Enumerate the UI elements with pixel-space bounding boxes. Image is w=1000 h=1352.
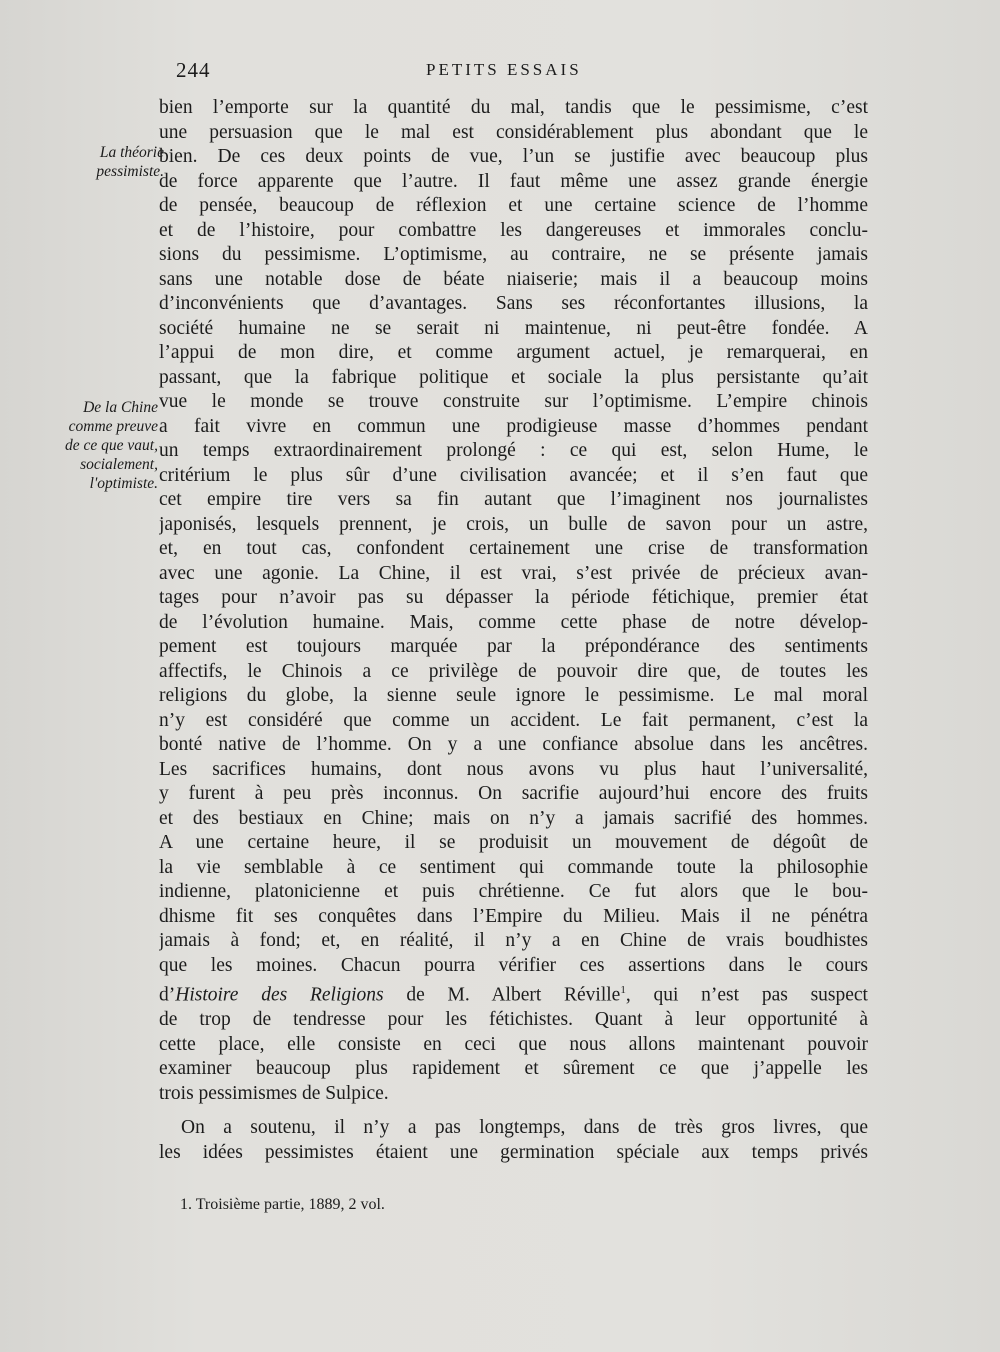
body-text [159, 96, 868, 1165]
text-line: bien. De ces deux points de vue, l’un se justifie avec beaucoup plus [159, 146, 868, 167]
text-line: religions du globe, la sienne seule ignore le pessimisme. Le mal moral [159, 685, 868, 706]
text-line: dhisme fit ses conquêtes dans l’Empire du Milieu. Mais il ne pénétra [159, 905, 868, 927]
text-line: jamais à fond; et, en réalité, il n’y a en Chine de vrais boudhistes [159, 930, 868, 951]
text-line: que les moines. Chacun pourra vérifier ces assertions dans le cours [159, 954, 868, 976]
text-line: avec une agonie. La Chine, il est vrai, s’est privée de précieux avan- [159, 562, 868, 584]
text-line: pement est toujours marquée par la prépondérance des sentiments [159, 636, 868, 657]
text-line: On a soutenu, il n’y a pas longtemps, dans de très gros livres, que [181, 1117, 868, 1138]
text-line: de l’évolution humaine. Mais, comme cette phase de notre dévelop- [159, 611, 868, 633]
margin-note-line: de ce que vaut, [65, 437, 158, 454]
text-line: a fait vivre en commun une prodigieuse masse d’hommes pendant [159, 415, 868, 437]
text-line: de trop de tendresse pour les fétichistes. Quant à leur opportunité à [159, 1009, 868, 1030]
text-line: une persuasion que le mal est considérablement plus abondant que le [159, 121, 868, 143]
text-line: japonisés, lesquels prennent, je crois, un bulle de savon pour un astre, [159, 513, 868, 535]
book-title: Histoire des Religions [175, 984, 384, 1006]
text-line: vue le monde se trouve construite sur l’optimisme. L’empire chinois [159, 391, 868, 412]
text-line: critérium le plus sûr d’une civilisation avancée; et il s’en faut que [159, 464, 868, 486]
text-line: affectifs, le Chinois a ce privilège de pouvoir dire que, de toutes les [159, 660, 868, 682]
text-line: la vie semblable à ce sentiment qui commande toute la philosophie [159, 856, 868, 878]
margin-note-line: l'optimiste. [89, 475, 158, 492]
text-line: de force apparente que l’autre. Il faut même une assez grande énergie [159, 170, 868, 192]
text-line: trois pessimismes de Sulpice. [159, 1082, 389, 1104]
margin-note-china [8, 398, 158, 493]
text-fragment: , qui n’est pas suspect [625, 984, 868, 1006]
text-line: tages pour n’avoir pas su dépasser la période fétichique, premier état [159, 587, 868, 608]
text-line: et, en tout cas, confondent certainement une crise de transformation [159, 538, 868, 559]
text-line: sans une notable dose de béate niaiserie; mais il a beaucoup moins [159, 268, 868, 290]
text-line: cet empire tire vers sa fin autant que l’imaginent nos journalistes [159, 489, 868, 510]
paragraph-gap [159, 1106, 868, 1116]
text-line: bonté native de l’homme. On y a une confiance absolue dans les ancêtres. [159, 734, 868, 755]
text-line: cette place, elle consiste en ceci que nous allons maintenant pouvoir [159, 1033, 868, 1055]
text-line: A une certaine heure, il se produisit un mouvement de dégoût de [159, 832, 868, 853]
text-line: examiner beaucoup plus rapidement et sûrement ce que j’appelle les [159, 1058, 868, 1079]
running-title: PETITS ESSAIS [426, 60, 582, 79]
text-line-reville [159, 978, 868, 1008]
text-line: Les sacrifices humains, dont nous avons vu plus haut l’universalité, [159, 758, 868, 780]
text-line: passant, que la fabrique politique et sociale la plus persistante qu’ait [159, 366, 868, 388]
text-line: bien l’emporte sur la quantité du mal, tandis que le pessimisme, c’est [159, 97, 868, 118]
text-line: les idées pessimistes étaient une germination spéciale aux temps privés [159, 1141, 868, 1163]
margin-note-line: De la Chine [83, 399, 158, 416]
paragraph-1-end [159, 1008, 868, 1106]
text-line: société humaine ne se serait ni maintenue, ni peut-être fondée. A [159, 317, 868, 339]
margin-note-line: socialement, [80, 456, 158, 473]
page-number: 244 [176, 58, 211, 82]
text-line: n’y est considéré que comme un accident. Le fait permanent, c’est la [159, 709, 868, 731]
text-line: d’inconvénients que d’avantages. Sans ses réconfortantes illusions, la [159, 293, 868, 314]
text-line: un temps extraordinairement prolongé : ce qui est, selon Hume, le [159, 440, 868, 461]
text-line: indienne, platonicienne et puis chrétienne. Ce fut alors que le bou- [159, 881, 868, 902]
paragraph-1 [159, 96, 868, 978]
footnote: 1. Troisième partie, 1889, 2 vol. [180, 1196, 385, 1213]
text-fragment: d’ [159, 984, 176, 1006]
text-fragment: de M. Albert Réville [383, 984, 621, 1006]
footnote-mark: 1 [620, 984, 626, 996]
margin-note-line: La théorie [99, 144, 164, 161]
margin-note-line: pessimiste. [96, 163, 164, 180]
text-line: et de l’histoire, pour combattre les dangereuses et immorales conclu- [159, 219, 868, 241]
margin-note-theory [14, 143, 164, 181]
text-line: de pensée, beaucoup de réflexion et une certaine science de l’homme [159, 195, 868, 216]
paragraph-2 [159, 1116, 868, 1165]
text-line: l’appui de mon dire, et comme argument actuel, je remarquerai, en [159, 342, 868, 363]
text-line: et des bestiaux en Chine; mais on n’y a jamais sacrifié des hommes. [159, 807, 868, 829]
text-line: sions du pessimisme. L’optimisme, au contraire, ne se présente jamais [159, 244, 868, 265]
margin-note-line: comme preuve [68, 418, 158, 435]
text-line: y furent à peu près inconnus. On sacrifie aujourd’hui encore des fruits [159, 783, 868, 804]
